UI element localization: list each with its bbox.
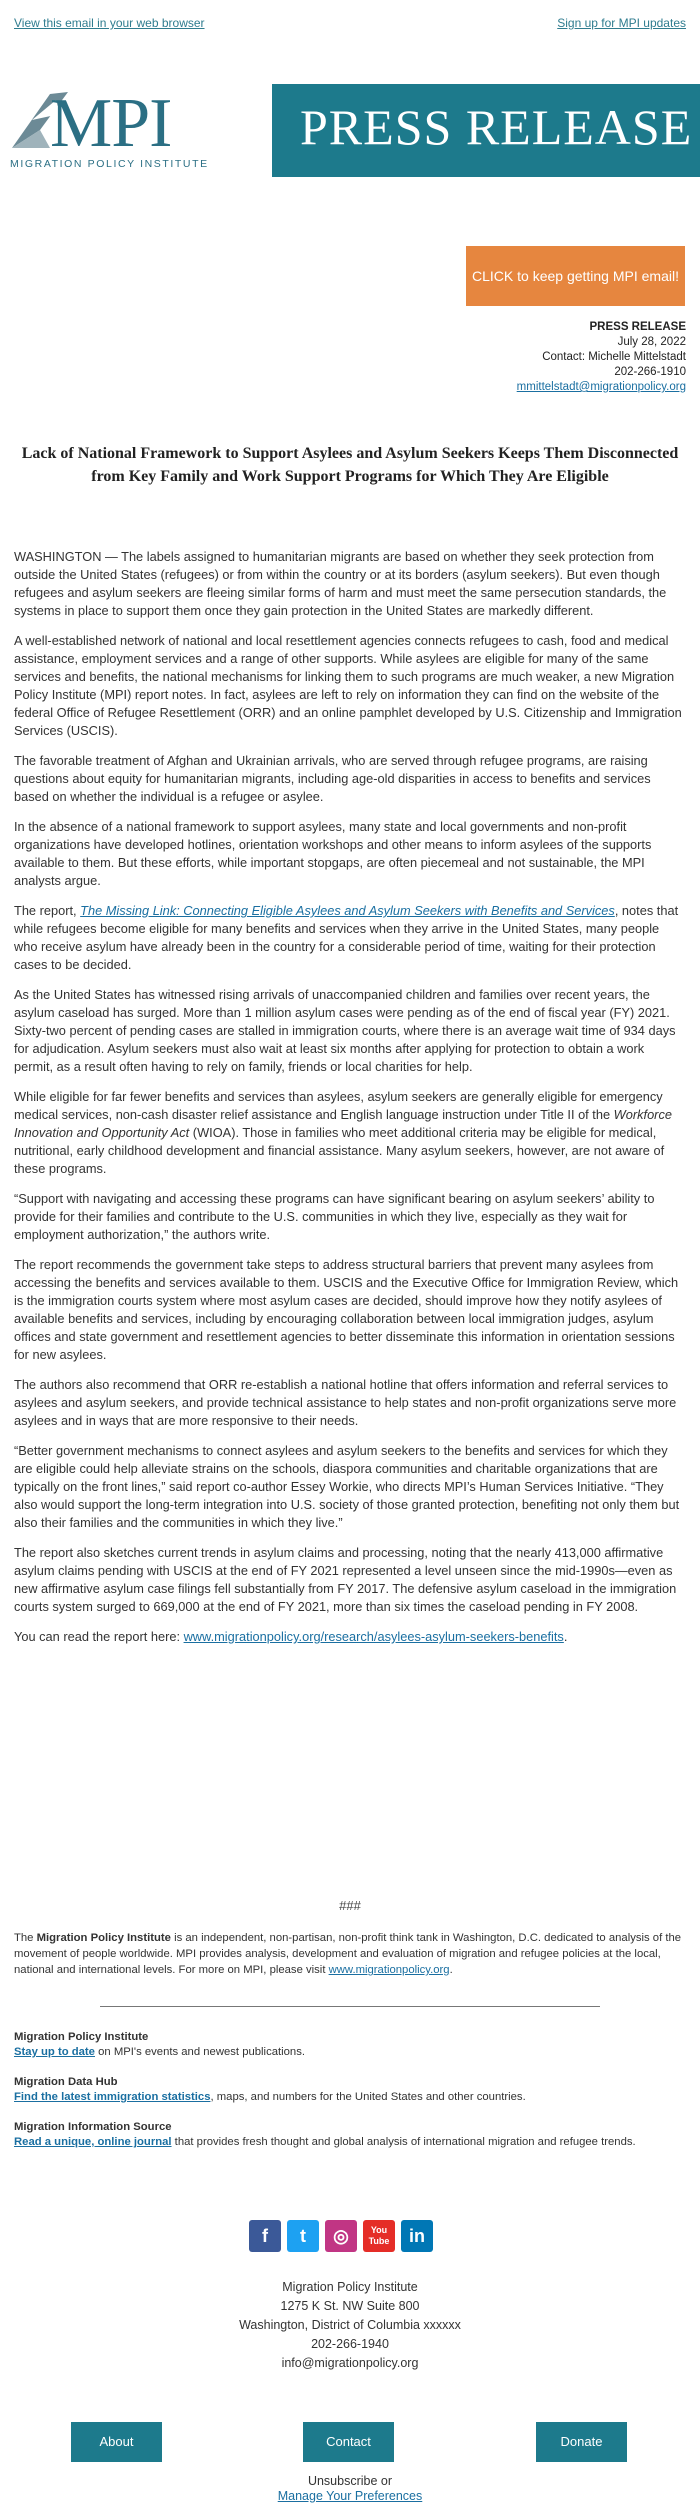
mpi-logo[interactable]: [0, 84, 268, 177]
paragraph: [14, 1088, 686, 1178]
about-button[interactable]: About: [71, 2422, 162, 2462]
about-mpi: [14, 1930, 686, 1978]
donate-button[interactable]: Donate: [536, 2422, 627, 2462]
immigration-statistics-link[interactable]: Find the latest immigration statistics: [14, 2091, 211, 2103]
resource-information-source: [14, 2120, 686, 2150]
address-name: Migration Policy Institute: [282, 2280, 418, 2294]
about-text: is an independent, non-partisan, non-profit think tank in Washington, D.C. dedicated to analysis of the movement of people worldwide. MPI provides analysis, development and evaluation of migration and refugee policies at the local, national and international levels. For more on MPI, please visit: [14, 1932, 682, 1976]
instagram-icon[interactable]: ◎: [325, 2220, 357, 2252]
resource-data-hub: [14, 2075, 686, 2105]
address-email: info@migrationpolicy.org: [281, 2356, 419, 2370]
logo-subtitle: MIGRATION POLICY INSTITUTE: [10, 158, 209, 170]
keep-getting-email-button[interactable]: CLICK to keep getting MPI email!: [466, 246, 685, 306]
resource-text: on MPI's events and newest publications.: [94, 2046, 305, 2058]
address-street: 1275 K St. NW Suite 800: [280, 2299, 420, 2313]
stay-up-to-date-link[interactable]: Stay up to date: [14, 2046, 95, 2058]
header-banner: [0, 84, 700, 177]
top-bar: [0, 0, 700, 48]
youtube-icon[interactable]: You Tube: [363, 2220, 395, 2252]
resource-text: , maps, and numbers for the United States and other countries.: [210, 2091, 526, 2103]
contact-button[interactable]: Contact: [303, 2422, 394, 2462]
about-org-name: Migration Policy Institute: [36, 1932, 171, 1944]
paragraph-text: While eligible for far fewer benefits and services than asylees, asylum seekers are generally eligible for emergency medical services, non-cash disaster relief assistance and English language instruction under Title II of the: [14, 1089, 663, 1122]
linkedin-icon[interactable]: in: [401, 2220, 433, 2252]
view-in-browser-link[interactable]: View this email in your web browser: [14, 16, 205, 30]
paragraph: “Better government mechanisms to connect asylees and asylum seekers to the benefits and services for which they are eligible could help alleviate strains on the schools, diaspora communities and charitable organizations that are typically on the front lines,” said report co-author Essey Workie, who directs MPI’s Human Services Initiative. “They also would support the long-term integration into U.S. society of those granted protection, benefiting not only them but also their families and the communities in which they live.”: [14, 1443, 680, 1530]
twitter-icon[interactable]: t: [287, 2220, 319, 2252]
resource-title: Migration Data Hub: [14, 2076, 118, 2088]
resource-mpi: [14, 2030, 686, 2060]
about-text: The: [14, 1932, 37, 1944]
press-release-title: PRESS RELEASE: [300, 99, 693, 155]
paragraph: [14, 1628, 686, 1646]
social-links: [249, 2220, 439, 2252]
mailing-address: [0, 2278, 700, 2373]
contact-name: Contact: Michelle Mittelstadt: [542, 351, 686, 363]
paragraph: [14, 902, 686, 974]
end-marker: ###: [339, 1898, 361, 1913]
paragraph: As the United States has witnessed rising arrivals of unaccompanied children and families over recent years, the asylum caseload has surged. More than 1 million asylum cases were pending as of the end of fiscal year (FY) 2021. Sixty-two percent of pending cases are stalled in immigration courts, where there is an average wait time of 934 days for adjudication. Asylum seekers must also wait at least six months after applying for protection to obtain a work permit, as a result often having to rely on family, friends or local charities for help.: [14, 987, 676, 1074]
act-title: Workforce Innovation and Opportunity Act: [14, 1107, 672, 1140]
article-body: [14, 548, 686, 1658]
press-contact-block: [517, 320, 686, 395]
paragraph: The report recommends the government take steps to address structural barriers that prevent many asylees from accessing the benefits and services available to them. USCIS and the Executive Office for Immigration Review, which is the immigration courts system where most asylum cases are decided, should improve how they notify asylees of available benefits and services, including by encouraging collaboration between local immigration judges, asylum offices and state government and resettlement agencies to better disseminate this information in orientation sessions for new asylees.: [14, 1257, 679, 1362]
paragraph: The favorable treatment of Afghan and Ukrainian arrivals, who are served through refugee programs, are raising questions about equity for humanitarian migrants, including age-old disparities in access to benefits and services based on whether the individual is a refugee or asylee.: [14, 753, 651, 804]
contact-email-link[interactable]: mmittelstadt@migrationpolicy.org: [516, 381, 686, 393]
contact-phone: 202-266-1910: [614, 366, 686, 378]
resource-title: Migration Policy Institute: [14, 2031, 149, 2043]
paragraph-text: , notes that while refugees become eligible for many benefits and services when they arrive in the United States, many people who receive asylum have already been in the country for a considerable period of time, waiting for their protection cases to be decided.: [14, 903, 679, 972]
paragraph: In the absence of a national framework to support asylees, many state and local governments and non-profit organizations have developed hotlines, orientation workshops and other means to inform asylees of the supports available to them. But these efforts, while important stopgaps, are often piecemeal and not sustainable, the MPI analysts argue.: [14, 819, 652, 888]
release-date: July 28, 2022: [617, 336, 686, 348]
address-city: Washington, District of Columbia xxxxxx: [239, 2318, 461, 2332]
paragraph-text: You can read the report here:: [14, 1629, 184, 1644]
contact-heading: PRESS RELEASE: [589, 321, 686, 333]
paragraph-text: .: [563, 1629, 568, 1644]
report-url-link[interactable]: www.migrationpolicy.org/research/asylees-asylum-seekers-benefits: [183, 1629, 564, 1644]
signup-updates-link[interactable]: Sign up for MPI updates: [557, 16, 686, 30]
report-title-link[interactable]: The Missing Link: Connecting Eligible Asylees and Asylum Seekers with Benefits and Services: [80, 903, 615, 918]
about-text: .: [449, 1964, 453, 1976]
paragraph: “Support with navigating and accessing these programs can have significant bearing on asylum seekers’ ability to provide for their families and contribute to the U.S. communities in which they live, especially as they wait for employment authorization,” the authors write.: [14, 1191, 655, 1242]
facebook-icon[interactable]: f: [249, 2220, 281, 2252]
mpi-website-link[interactable]: www.migrationpolicy.org: [328, 1964, 450, 1976]
unsubscribe-footer: [0, 2474, 700, 2504]
paragraph: WASHINGTON — The labels assigned to humanitarian migrants are based on whether they seek protection from outside the United States (refugees) or from within the country or at its borders (asylum seekers). But even though refugees and asylum seekers are fleeing similar forms of harm and must meet the same persecution standards, the systems in place to support them once they gain protection in the United States are markedly different.: [14, 549, 667, 618]
divider: [100, 2006, 600, 2007]
paragraph: The report also sketches current trends in asylum claims and processing, noting that the nearly 413,000 affirmative asylum claims pending with USCIS at the end of FY 2021 represented a level unseen since the mid-1990s—even as new affirmative asylum case filings fell substantially from FY 2017. The defensive asylum caseload in the immigration courts system surged to 669,000 at the end of FY 2021, more than six times the caseload pending in FY 2008.: [14, 1545, 677, 1614]
paragraph-text: (WIOA). Those in families who meet additional criteria may be eligible for medical, nutritional, early childhood development and financial assistance. Many asylum seekers, however, are not aware of these programs.: [14, 1125, 665, 1176]
address-phone: 202-266-1940: [311, 2337, 389, 2351]
manage-preferences-link[interactable]: Manage Your Preferences: [277, 2489, 423, 2503]
paragraph: A well-established network of national and local resettlement agencies connects refugees to cash, food and medical assistance, employment services and a range of other supports. While asylees are eligible for many of the same services and benefits, the national mechanisms for linking them to such programs are much weaker, a new Migration Policy Institute (MPI) report notes. In fact, asylees are left to rely on information they can find on the website of the federal Office of Refugee Resettlement (ORR) and an online pamphlet developed by U.S. Citizenship and Immigration Services (USCIS).: [14, 633, 682, 738]
paragraph: The authors also recommend that ORR re-establish a national hotline that offers information and referral services to asylees and asylum seekers, and provide technical assistance to help states and non-profit organizations serve more asylees and in ways that are more responsive to their needs.: [14, 1377, 677, 1428]
resource-text: that provides fresh thought and global analysis of international migration and refugee trends.: [171, 2136, 636, 2148]
paragraph-text: The report,: [14, 903, 81, 918]
unsubscribe-link[interactable]: Unsubscribe or: [307, 2474, 393, 2488]
press-headline: Lack of National Framework to Support Asylees and Asylum Seekers Keeps Them Disconnected from Key Family and Work Support Programs for Which They Are Eligible: [21, 445, 679, 485]
press-release-banner: [272, 84, 700, 177]
logo-wordmark: MPI: [50, 85, 172, 162]
online-journal-link[interactable]: Read a unique, online journal: [14, 2136, 172, 2148]
resource-title: Migration Information Source: [14, 2121, 172, 2133]
mpi-resources: [14, 2030, 686, 2165]
